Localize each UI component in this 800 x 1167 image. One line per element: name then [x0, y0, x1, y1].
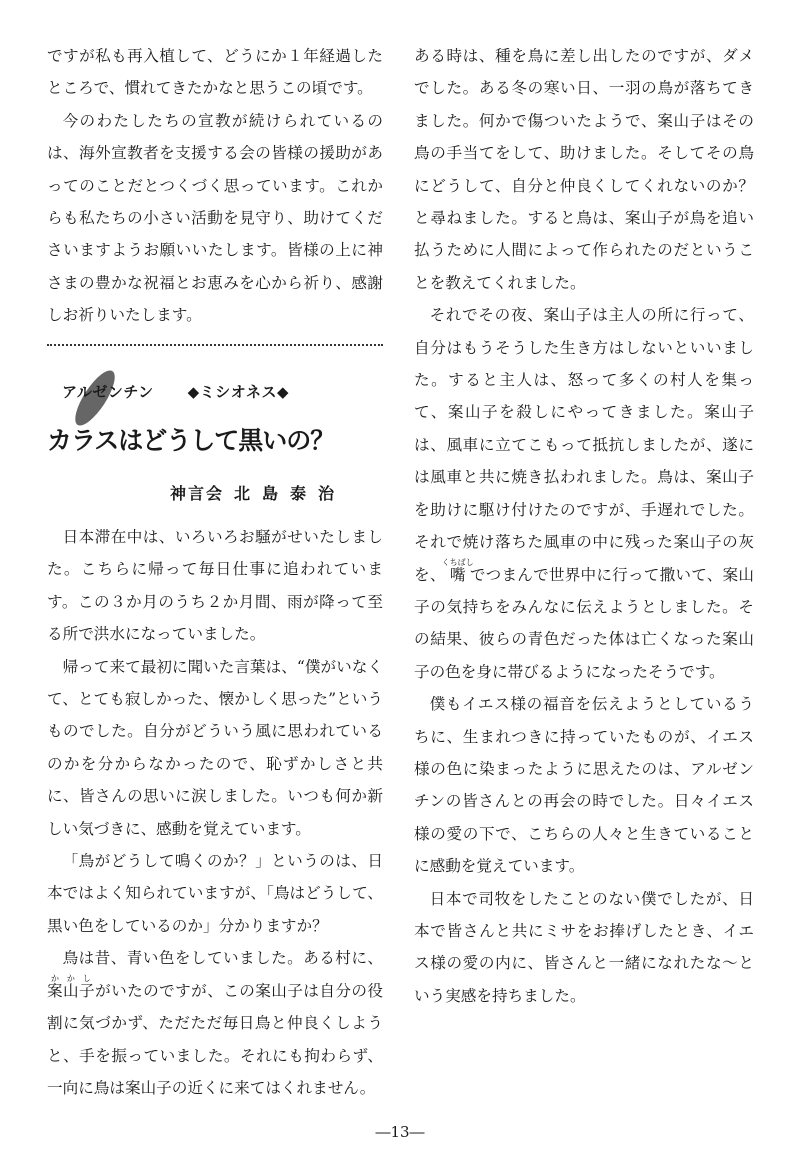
text-span: それでその夜、案山子は主人の所に行って、自分はもうそうした生き方はしないといいました。すると主人は、怒って多くの村人を集って、案山子を殺しにやってきました。案山子は、風車に立てこもって抵抗しましたが、遂には風車と共に焼き払われました。鳥は、案山子を助けに駆け付けたのですが、手遅れでした。それで焼け落ちた風車の中に残った案山子の灰を、 — [414, 306, 754, 584]
article-paragraph: 僕もイエス様の福音を伝えようとしているうちに、生まれつきに持っていたものが、イエス様の色に染まったように思えたのは、アルゼンチンの皆さんとの再会の時でした。日々イエス様の愛の下で、こちらの人々と生きていることに感動を覚えています。 — [414, 695, 754, 876]
article-body-left — [47, 521, 383, 1104]
ruby-scarecrow — [47, 973, 96, 1000]
author-name: 北島泰治 — [234, 484, 347, 503]
section-divider — [47, 344, 383, 346]
intro-column — [47, 40, 383, 332]
article-paragraph-beak — [414, 299, 754, 688]
region-label: アルゼンチン — [62, 383, 154, 401]
subregion-label: ◆ミシオネス◆ — [187, 383, 290, 401]
article-paragraph: 日本で司牧をしたことのない僕でしたが、日本で皆さんと共にミサをお捧げしたとき、イエス様の愛の内に、皆さんと一緒になれたな～という実感を持ちました。 — [414, 889, 754, 1005]
article-paragraph-scarecrow — [47, 942, 383, 1104]
article-paragraph: 帰って来て最初に聞いた言葉は、“僕がいなくて、とても寂しかった、懐かしく思った”というものでした。自分がどういう風に思われているのかを分からなかったので、恥ずかしさと共に、皆さんの思いに涙しました。いつも何か新しい気づきに、感動を覚えています。 — [47, 657, 383, 838]
author-organization: 神言会 — [170, 484, 225, 503]
text-span: でつまんで世界中に行って撒いて、案山子の気持ちをみんなに伝えようとしました。その結果、彼らの青色だった体は亡くなった案山子の色を身に帯びるようになったそうです。 — [414, 565, 754, 681]
ruby-reading: かかし — [47, 973, 95, 983]
article-paragraph: 「鳥がどうして鳴くのか？」というのは、日本ではよく知られていますが、「鳥はどうして、黒い色をしているのか」分かりますか？ — [47, 852, 383, 935]
ruby-beak — [441, 557, 474, 584]
text-span: 鳥は昔、青い色をしていました。ある村に、 — [62, 949, 383, 968]
intro-paragraph-2: 今のわたしたちの宣教が続けられているのは、海外宣教者を支援する会の皆様の援助があってのことだとつくづく思っています。これからも私たちの小さい活動を見守り、助けてくださいますようお願いいたします。皆様の上に神さまの豊かな祝福とお恵みを心から祈り、感謝しお祈りいたします。 — [47, 111, 383, 325]
text-span: がいたのですが、この案山子は自分の役割に気づかず、ただただ毎日鳥と仲良くしようと、手を振っていました。それにも拘わらず、一向に鳥は案山子の近くに来てはくれません。 — [47, 981, 383, 1097]
article-paragraph-continued: ある時は、種を鳥に差し出したのですが、ダメでした。ある冬の寒い日、一羽の鳥が落ちてきました。何かで傷ついたようで、案山子はその鳥の手当てをして、助けました。そしてその鳥にどうして、自分と仲良くしてくれないのか？と尋ねました。すると鳥は、案山子が鳥を追い払うために人間によって作られたのだということを教えてくれました。 — [414, 47, 754, 292]
article-region-line — [62, 381, 289, 402]
ruby-reading: くちばし — [441, 557, 474, 567]
intro-paragraph-1: ですが私も再入植して、どうにか１年経過したところで、慣れてきたかなと思うこの頃です。 — [47, 47, 383, 98]
ruby-base: 案山子 — [47, 981, 96, 1000]
article-paragraph: 日本滞在中は、いろいろお騒がせいたしました。こちらに帰って毎日仕事に追われています。この３か月のうち２か月間、雨が降って至る所で洪水になっていました。 — [47, 528, 383, 644]
author-line — [170, 481, 383, 504]
article-body-right — [414, 40, 754, 1012]
page-number: ―13― — [375, 1123, 425, 1141]
ruby-base: 嘴 — [441, 565, 474, 584]
article-title: カラスはどうして黒いの？ — [47, 426, 335, 455]
